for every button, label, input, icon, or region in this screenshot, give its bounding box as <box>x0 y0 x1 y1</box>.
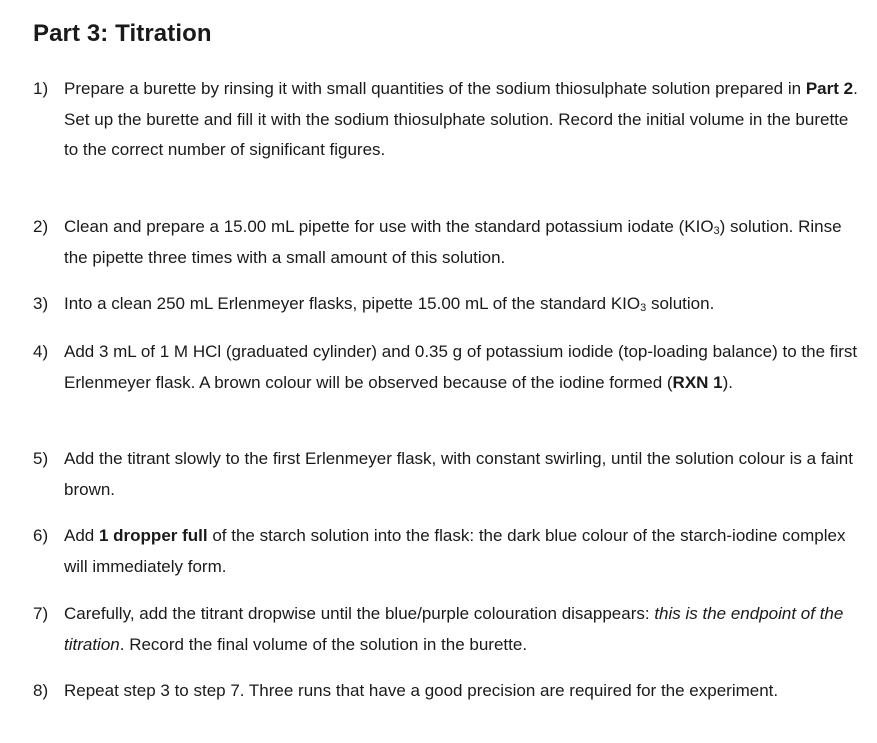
page-title: Part 3: Titration <box>33 20 212 47</box>
step-text <box>64 599 863 660</box>
step-text <box>64 337 863 398</box>
step-5 <box>33 444 863 505</box>
step-text-part: Add <box>64 526 99 545</box>
step-2 <box>33 212 863 273</box>
step-number: 6) <box>33 526 49 545</box>
step-number: 7) <box>33 604 49 623</box>
step-text: Add the titrant slowly to the first Erlenmeyer flask, with constant swirling, until the solution colour is a faint brown. <box>64 449 853 499</box>
step-number: 2) <box>33 217 49 236</box>
step-8 <box>33 676 863 707</box>
step-text-bold: Part 2 <box>805 79 854 98</box>
step-3 <box>33 289 863 320</box>
step-text-part: Carefully, add the titrant dropwise until the blue/purple colouration disappears: <box>64 604 655 623</box>
step-text-bold: RXN 1 <box>672 372 723 392</box>
step-number: 5) <box>33 449 49 468</box>
step-text <box>64 74 863 166</box>
step-text-part: Clean and prepare a 15.00 mL pipette for use with the standard potassium iodate (KIO <box>64 217 714 236</box>
step-number: 3) <box>33 294 49 313</box>
subscript: 3 <box>640 302 647 314</box>
subscript: 3 <box>713 225 720 237</box>
step-text-part: . Set up the burette and fill it with the sodium thiosulphate solution. Record the initial volume in the burette to the correct number of significant figures. <box>64 79 858 159</box>
step-text-part: . Record the final volume of the solution in the burette. <box>119 634 528 654</box>
step-text-part: Add 3 mL of 1 M HCl (graduated cylinder) and 0.35 g of potassium iodide (top-loading balance) to the first Erlenmeyer flask. A brown colour will be observed because of the iodine formed ( <box>64 342 858 392</box>
step-1 <box>33 74 863 166</box>
step-text-bold: 1 dropper full <box>98 526 208 545</box>
step-number: 8) <box>33 681 49 700</box>
step-text-part: Prepare a burette by rinsing it with small quantities of the sodium thiosulphate solution prepared in <box>64 79 806 98</box>
step-text-part: of the starch solution into the flask: the dark blue colour of the starch-iodine complex will immediately form. <box>64 526 846 576</box>
step-text-part: ). <box>722 372 734 392</box>
step-7 <box>33 599 863 660</box>
step-6 <box>33 521 863 582</box>
step-text: Repeat step 3 to step 7. Three runs that have a good precision are required for the experiment. <box>64 681 779 700</box>
step-number: 1) <box>33 79 49 98</box>
step-text <box>64 289 863 320</box>
step-number: 4) <box>33 342 49 361</box>
step-text-part: ) solution. Rinse the pipette three times with a small amount of this solution. <box>64 217 842 267</box>
step-text <box>64 521 863 582</box>
step-text-part: solution. <box>646 294 715 313</box>
step-text-part: Into a clean 250 mL Erlenmeyer flasks, pipette 15.00 mL of the standard KIO <box>64 294 641 313</box>
step-text-italic: this is the endpoint of the titration <box>64 604 844 654</box>
step-4 <box>33 337 863 398</box>
step-text <box>64 212 863 273</box>
